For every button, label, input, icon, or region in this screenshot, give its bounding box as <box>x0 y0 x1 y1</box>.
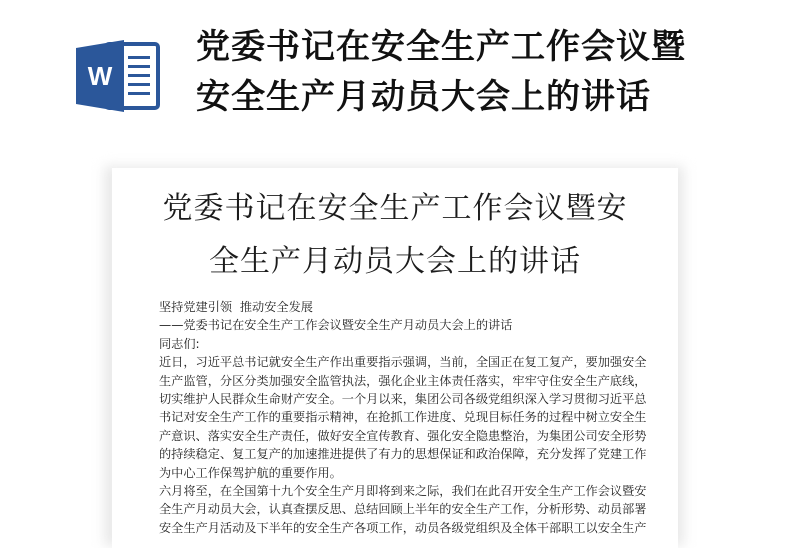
header-title-line-2: 安全生产月动员大会上的讲话 <box>196 77 651 117</box>
document-title-line-2: 全生产月动员大会上的讲话 <box>209 244 581 279</box>
document-body <box>159 298 649 537</box>
word-document-icon <box>76 38 164 114</box>
document-paragraph-2: 六月将至，在全国第十九个安全生产月即将到来之际，我们在此召开安全生产工作会议暨安全生产月动员大会，认真查摆反思、总结回顾上半年的安全生产工作，分析形势、动员部署安全生产月活动及下半年的安全生产各项工作，动员各级党组织及全体干部职工以安全生产 <box>159 484 647 535</box>
header-title <box>196 22 786 122</box>
document-title <box>112 182 678 288</box>
header <box>0 0 800 150</box>
document-paragraph-1: 近日，习近平总书记就安全生产作出重要指示强调，当前，全国正在复工复产，要加强安全生产监管，分区分类加强安全监管执法，强化企业主体责任落实，牢牢守住安全生产底线，切实维护人民群众生命财产安全。一个月以来，集团公司各级党组织深入学习贯彻习近平总书记对安全生产工作的重要指示精神，在抢抓工作进度、兑现目标任务的过程中树立安全生产意识、落实安全生产责任，做好安全宣传教育、强化安全隐患整治，为集团公司安全形势的持续稳定、复工复产的加速推进提供了有力的思想保证和政治保障，充分发挥了党建工作为中心工作保驾护航的重要作用。 <box>159 355 647 480</box>
document-title-line-1: 党委书记在安全生产工作会议暨安 <box>162 191 628 226</box>
header-title-line-1: 党委书记在安全生产工作会议暨 <box>196 27 686 67</box>
document-page <box>112 168 678 548</box>
document-heading: 坚持党建引领 推动安全发展 <box>159 300 313 314</box>
document-salutation: 同志们: <box>159 336 200 351</box>
document-subheading: ——党委书记在安全生产工作会议暨安全生产月动员大会上的讲话 <box>159 318 513 333</box>
word-icon-letter: W <box>87 61 113 91</box>
